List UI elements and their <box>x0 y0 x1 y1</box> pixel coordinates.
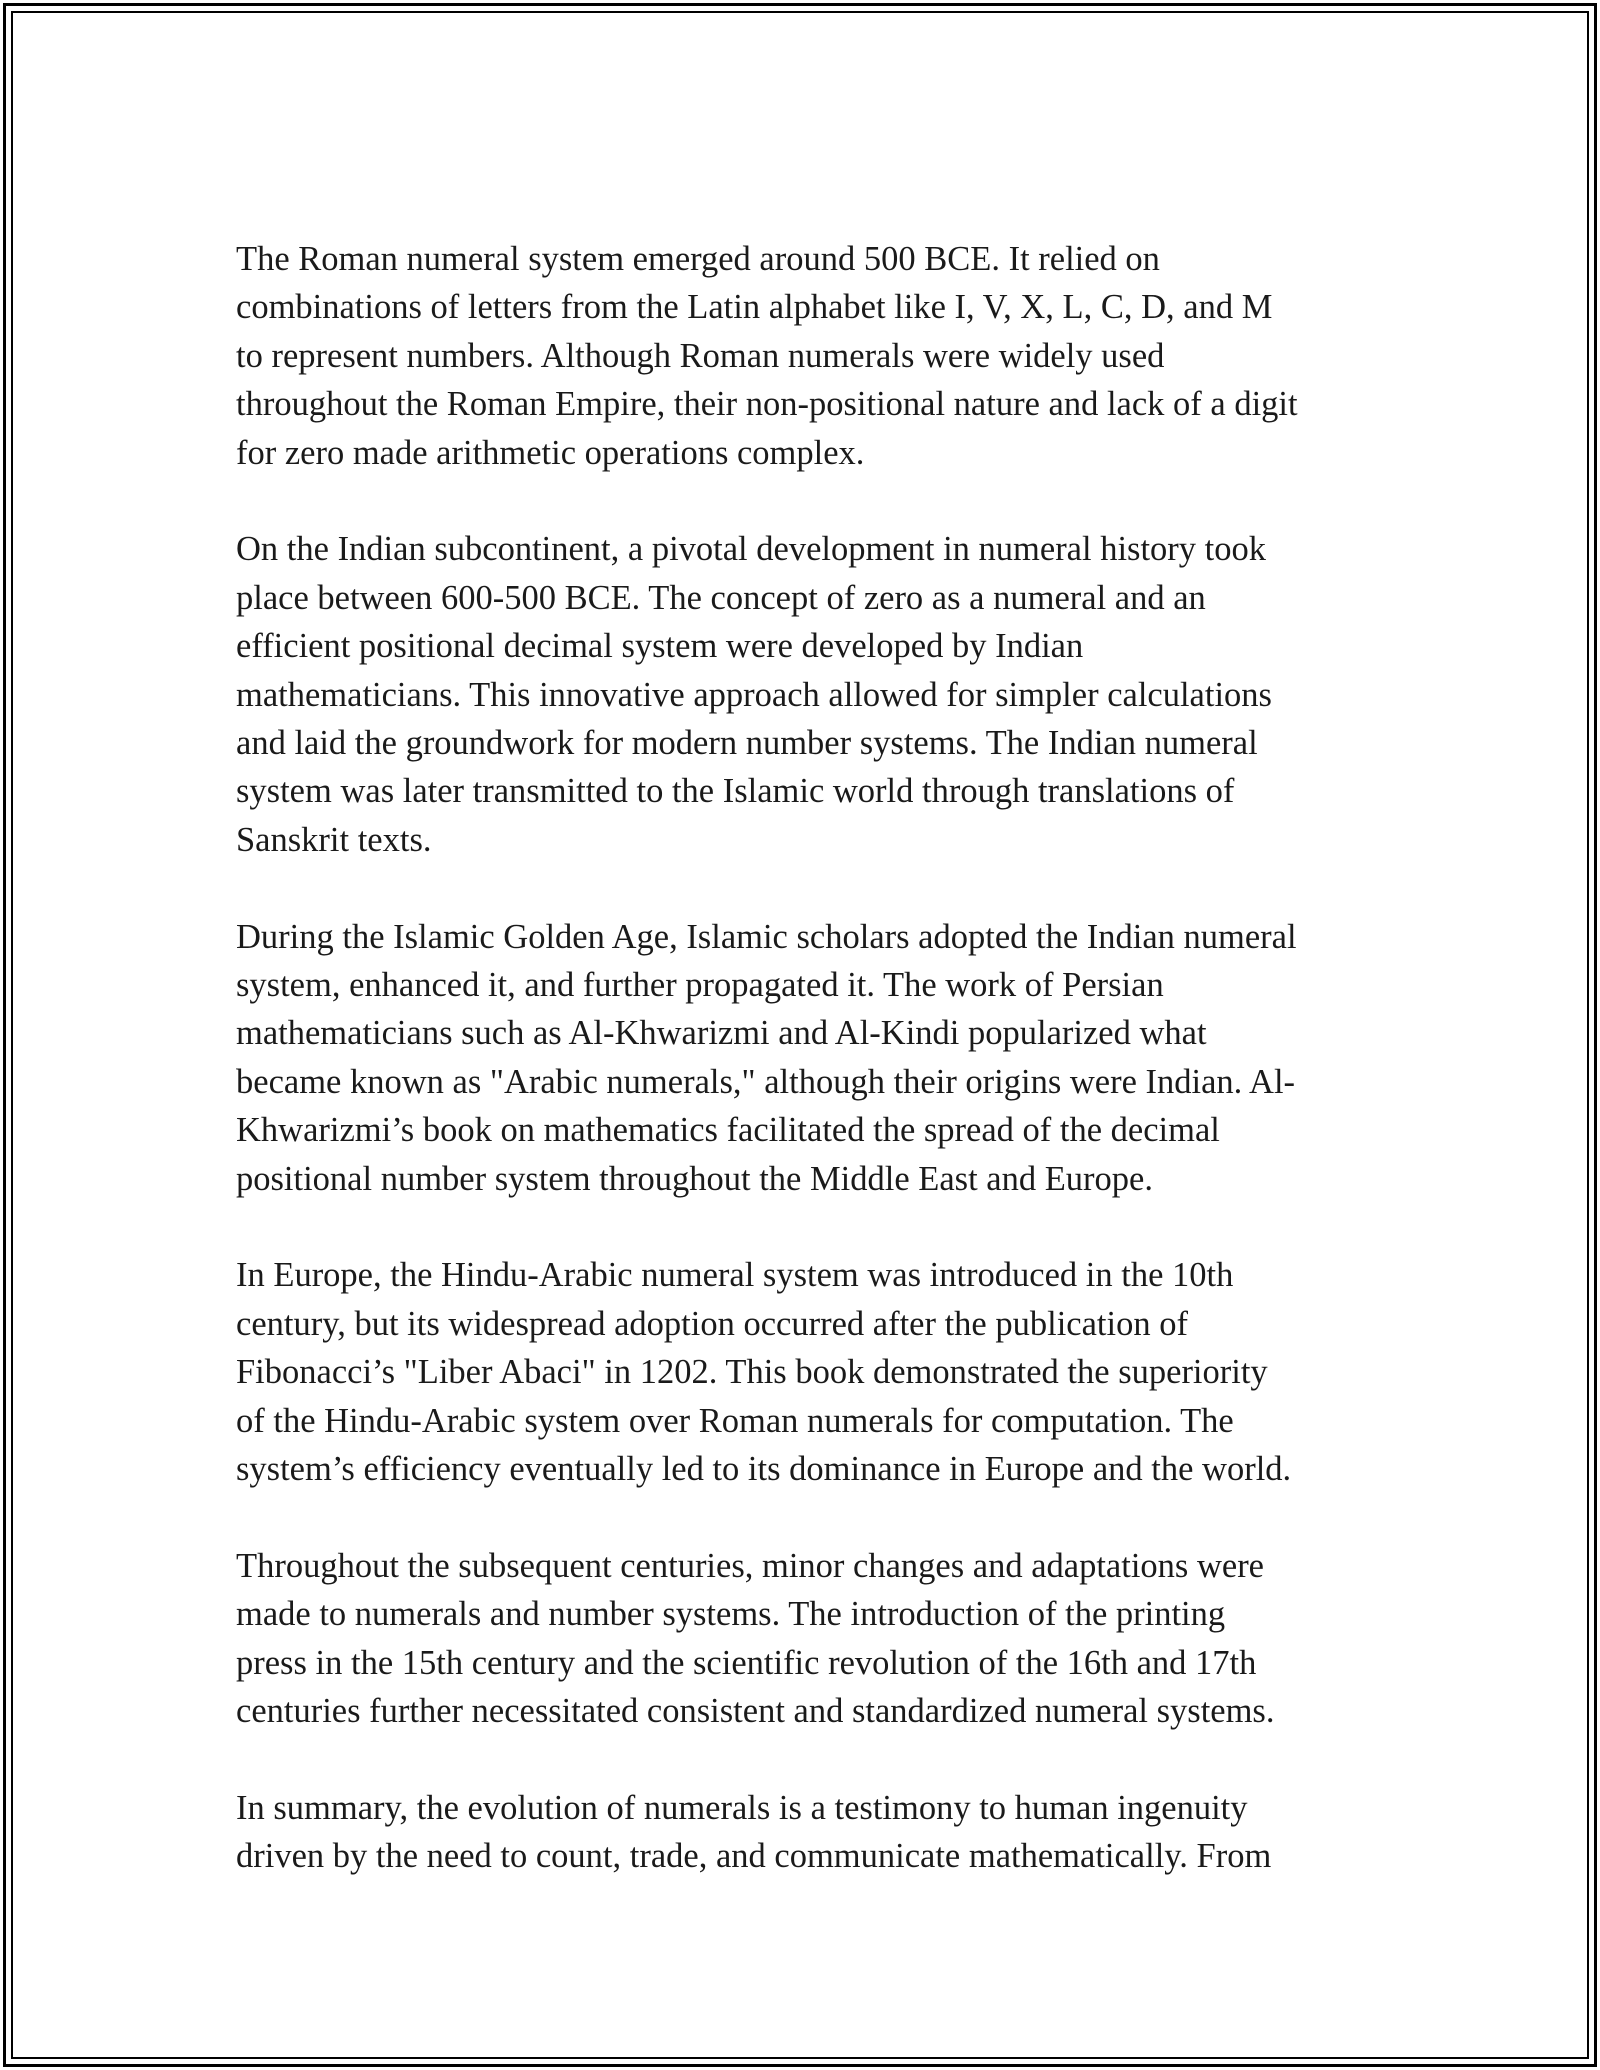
paragraph-summary: In summary, the evolution of numerals is a testimony to human ingenuity driven by the need to count, trade, and communicate mathematically. From <box>236 1788 1272 1876</box>
paragraph-indian-numerals: On the Indian subcontinent, a pivotal development in numeral history took place between 600-500 BCE. The concept of zero as a numeral and an efficient positional decimal system were developed by Indian mathematicians. This innovative approach allowed for simpler calculations and laid the groundwork for modern number systems. The Indian numeral system was later transmitted to the Islamic world through translations of Sanskrit texts. <box>236 530 1272 859</box>
paragraph-islamic-golden-age: During the Islamic Golden Age, Islamic scholars adopted the Indian numeral system, enhanced it, and further propagated it. The work of Persian mathematicians such as Al-Khwarizmi and Al-Kindi popularized what became known as "Arabic numerals," although their origins were Indian. Al- Khwarizmi’s book on mathematics facilitated the spread of the decimal positional number system throughout the Middle East and Europe. <box>236 917 1297 1198</box>
paragraph-roman-numerals: The Roman numeral system emerged around 500 BCE. It relied on combinations of letters from the Latin alphabet like I, V, X, L, C, D, and M to represent numbers. Although Roman numerals were widely used throughout the Roman Empire, their non-positional nature and lack of a digit for zero made arithmetic operations complex. <box>236 240 1298 472</box>
document-body <box>236 235 1396 1929</box>
paragraph-subsequent-centuries: Throughout the subsequent centuries, minor changes and adaptations were made to numerals and number systems. The introduction of the printing press in the 15th century and the scientific revolution of the 16th and 17th centuries further necessitated consistent and standardized numeral systems. <box>236 1546 1275 1731</box>
paragraph-europe-adoption: In Europe, the Hindu-Arabic numeral system was introduced in the 10th century, but its widespread adoption occurred after the publication of Fibonacci’s "Liber Abaci" in 1202. This book demonstrated the superiority of the Hindu-Arabic system over Roman numerals for computation. The system’s efficiency eventually led to its dominance in Europe and the world. <box>236 1256 1292 1489</box>
